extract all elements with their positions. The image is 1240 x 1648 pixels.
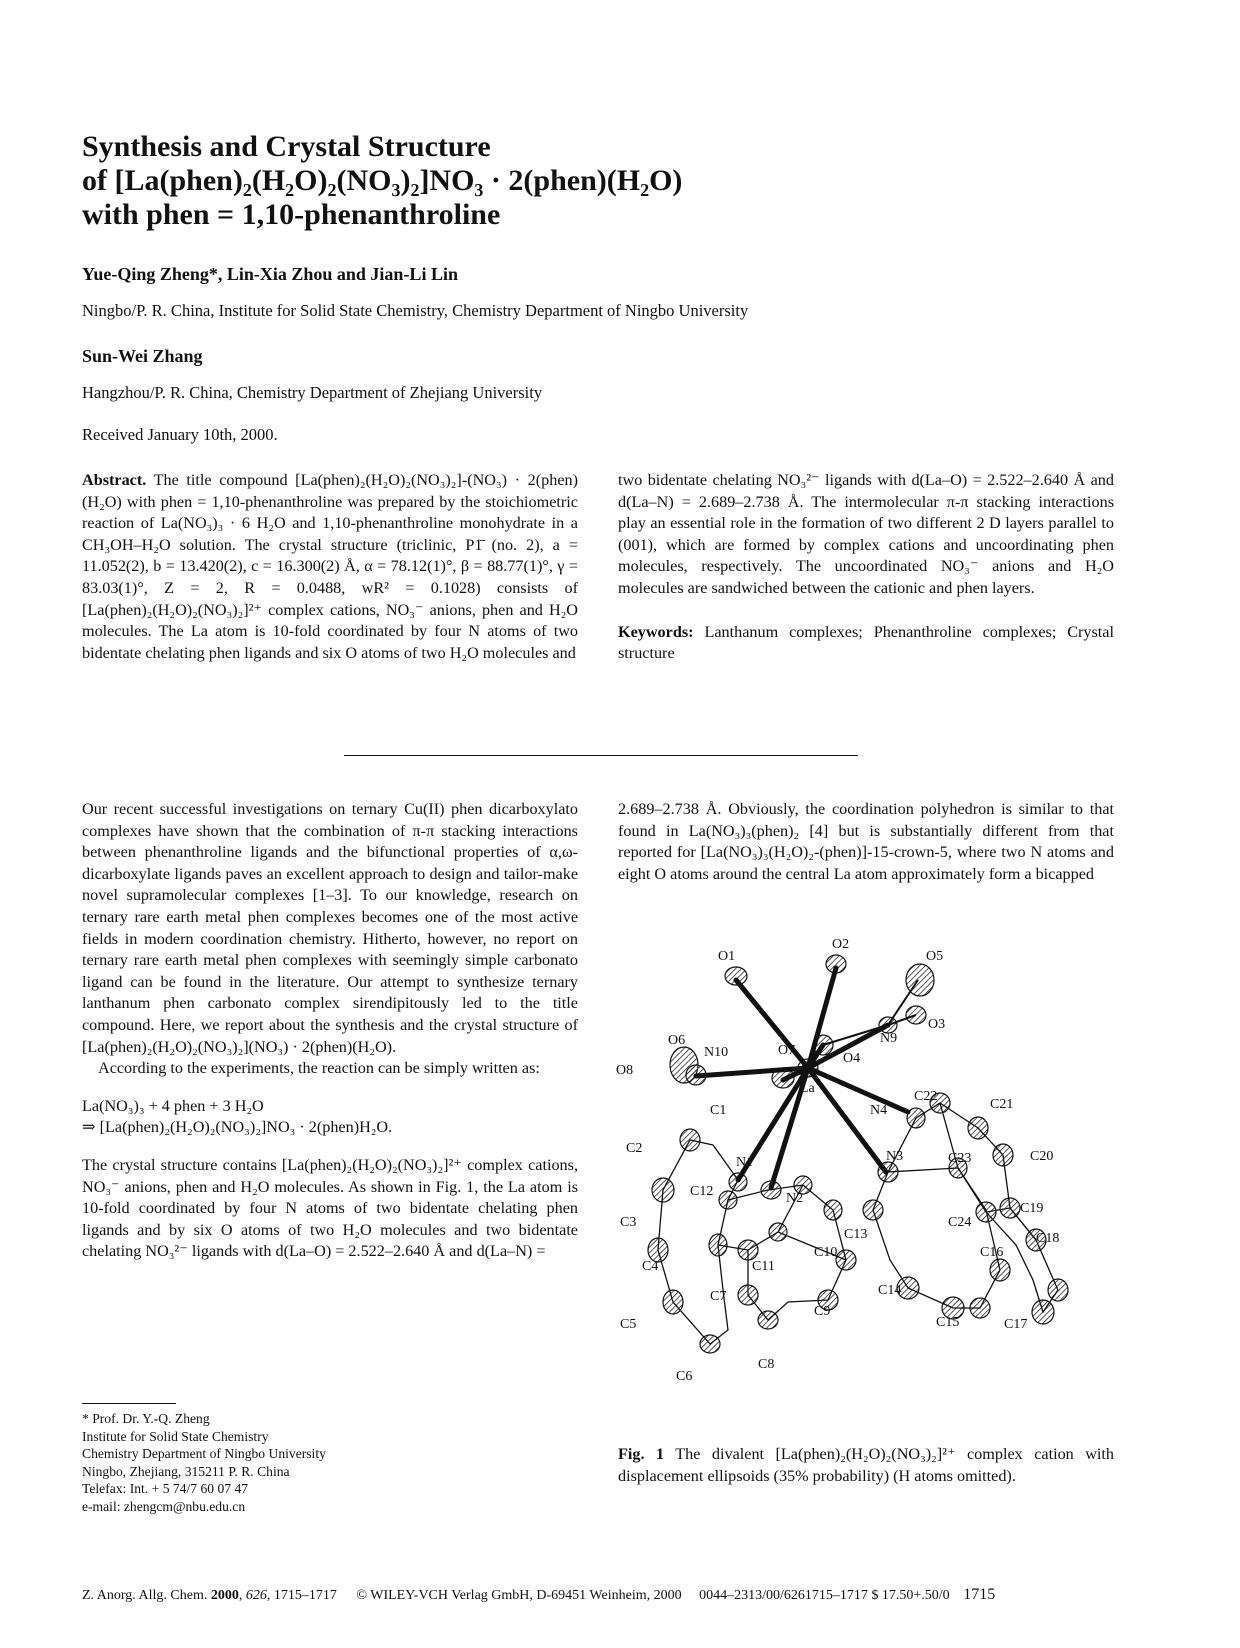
received-date: Received January 10th, 2000. xyxy=(82,425,278,444)
atom-label-c20: C20 xyxy=(1030,1149,1054,1164)
atom-label-c11: C11 xyxy=(752,1259,775,1274)
footer-year: 2000 xyxy=(210,1588,239,1603)
footer-volume: 626 xyxy=(245,1588,267,1603)
atom-label-c9: C9 xyxy=(814,1304,831,1319)
body-paragraph-1: Our recent successful investigations on ternary Cu(II) phen dicarboxylato complexes have shown that the combination of π-π stacking interactions between phenanthroline ligands and the bifunctional properties of α,ω-dicarboxylate ligands paves an excellent approach to design and tailor-make novel supramolecular complexes [1–3]. To our knowledge, research on ternary rare earth metal phen complexes becomes one of the most active fields in modern coordination chemistry. Hitherto, however, no report on ternary rare earth metal phen complexes with seemingly simple carbonato ligand can be found in the literature. Our attempt to synthesize ternary lanthanum phen carbonato complex sirendipitously led to the title compound. Here, we report about the synthesis and the crystal structure of [La(phen)₂(H₂O)₂(NO₃)₂](NO₃) · 2(phen)(H₂O). xyxy=(82,800,578,1056)
page-footer xyxy=(82,1586,995,1604)
footnote-line-6: e-mail: zhengcm@nbu.edu.cn xyxy=(82,1498,246,1514)
body-left xyxy=(82,799,578,1263)
atom-label-o1: O1 xyxy=(718,949,736,964)
atom-label-c10: C10 xyxy=(814,1245,838,1260)
atom-label-c24: C24 xyxy=(948,1215,972,1230)
abstract-left xyxy=(82,470,578,664)
atom-label-c2: C2 xyxy=(626,1141,643,1156)
abstract-text-2: two bidentate chelating NO₃²⁻ ligands with d(La–O) = 2.522–2.640 Å and d(La–N) = 2.689–2.738 Å. The intermolecular π-π stacking interactions play an essential role in the formation of two different 2 D layers parallel to (001), which are formed by complex cations and uncoordinating phen molecules, respectively. The uncoordinated NO₃⁻ anions and H₂O molecules are sandwiched between the cationic and phen layers. xyxy=(618,471,1114,597)
footnote-rule xyxy=(82,1403,176,1404)
la-coordination-bonds xyxy=(696,968,908,1188)
title-line-1: Synthesis and Crystal Structure xyxy=(82,130,491,163)
atom-label-c15: C15 xyxy=(936,1315,960,1330)
atom-label-c14: C14 xyxy=(878,1283,902,1298)
atom-label-c7: C7 xyxy=(710,1289,727,1304)
atom-label-o8: O8 xyxy=(616,1063,634,1078)
footnote xyxy=(82,1410,562,1515)
footer-publisher: © WILEY-VCH Verlag GmbH, D-69451 Weinheim, 2000 xyxy=(356,1588,682,1603)
atom-label-la: La xyxy=(800,1081,815,1096)
atom-label-c6: C6 xyxy=(676,1369,693,1384)
atom-label-n9: N9 xyxy=(880,1031,898,1046)
footnote-line-1: * Prof. Dr. Y.-Q. Zheng xyxy=(82,1411,210,1426)
atom-label-c12: C12 xyxy=(690,1184,714,1199)
atom-label-n3: N3 xyxy=(886,1149,904,1164)
author-group-2: Sun-Wei Zhang xyxy=(82,346,203,366)
abstract-text-1: The title compound [La(phen)₂(H₂O)₂(NO₃)₂]-(NO₃) · 2(phen)(H₂O) with phen = 1,10-phenanthroline was prepared by the stoichiometric reaction of La(NO₃)₃ · 6 H₂O and 1,10-phenanthroline monohydrate in a CH₃OH–H₂O solution. The crystal structure (triclinic, P1̄ (no. 2), a = 11.052(2), b = 13.420(2), c = 16.300(2) Å, α = 78.12(1)°, β = 88.77(1)°, γ = 83.03(1)°, Z = 2, R = 0.0488, wR² = 0.1028) consists of [La(phen)₂(H₂O)₂(NO₃)₂]²⁺ complex cations, NO₃⁻ anions, phen and H₂O molecules. The La atom is 10-fold coordinated by four N atoms of two bidentate chelating phen ligands and six O atoms of two H₂O molecules and xyxy=(82,471,578,662)
atom-label-o6: O6 xyxy=(668,1033,686,1048)
footer-page-number: 1715 xyxy=(963,1586,996,1603)
body-paragraph-2: According to the experiments, the reaction can be simply written as: xyxy=(98,1059,540,1078)
atom-label-c5: C5 xyxy=(620,1317,637,1332)
footer-issn: 0044–2313/00/6261715–1717 $ 17.50+.50/0 xyxy=(699,1588,950,1603)
footer-sep: , xyxy=(238,1588,246,1603)
title-line-2: of [La(phen)₂(H₂O)₂(NO₃)₂]NO₃ · 2(phen)(H₂O) xyxy=(82,164,683,197)
atom-label-c8: C8 xyxy=(758,1357,775,1372)
footer-pages: , 1715–1717 xyxy=(266,1588,337,1603)
atom-label-n10: N10 xyxy=(704,1045,729,1060)
atom-label-o7: O7 xyxy=(778,1043,796,1058)
atom-label-o2: O2 xyxy=(832,937,850,952)
figure-caption xyxy=(618,1444,1114,1487)
atom-label-c18: C18 xyxy=(1036,1231,1060,1246)
atom-label-n4: N4 xyxy=(870,1103,888,1118)
figure-caption-text: The divalent [La(phen)₂(H₂O)₂(NO₃)₂]²⁺ complex cation with displacement ellipsoids (35% probability) (H atoms omitted). xyxy=(618,1445,1114,1485)
atom-label-o4: O4 xyxy=(843,1051,861,1066)
molecular-structure-figure xyxy=(616,937,1118,1430)
paper-title xyxy=(82,130,982,232)
equation-line-1: La(NO₃)₃ + 4 phen + 3 H₂O xyxy=(82,1096,264,1115)
atom-label-n2: N2 xyxy=(786,1191,804,1206)
atom-label-c3: C3 xyxy=(620,1215,637,1230)
footnote-line-4: Ningbo, Zhejiang, 315211 P. R. China xyxy=(82,1463,290,1479)
body-paragraph-4: 2.689–2.738 Å. Obviously, the coordination polyhedron is similar to that found in La(NO₃)₃(phen)₂ [4] but is substantially different from that reported for [La(NO₃)₃(H₂O)₂-(phen)]-15-crown-5, where two N atoms and eight O atoms around the central La atom approximately form a bicapped xyxy=(618,800,1114,883)
atom-label-c13: C13 xyxy=(844,1227,868,1242)
affiliation-2: Hangzhou/P. R. China, Chemistry Department of Zhejiang University xyxy=(82,383,543,402)
atom-label-c16: C16 xyxy=(980,1245,1004,1260)
atom-label-o3: O3 xyxy=(928,1017,946,1032)
atom-label-c21: C21 xyxy=(990,1097,1014,1112)
keywords-text: Lanthanum complexes; Phenanthroline complexes; Crystal structure xyxy=(618,622,1114,663)
body-right xyxy=(618,799,1114,885)
footnote-line-2: Institute for Solid State Chemistry xyxy=(82,1428,269,1444)
atom-label-c22: C22 xyxy=(914,1089,938,1104)
body-paragraph-3: The crystal structure contains [La(phen)₂(H₂O)₂(NO₃)₂]²⁺ complex cations, NO₃⁻ anions, phen and H₂O molecules. As shown in Fig. 1, the La atom is 10-fold coordinated by four N atoms of two bidentate chelating phen ligands and by six O atoms of two H₂O molecules and two bidentate chelating NO₃²⁻ ligands with d(La–O) = 2.522–2.640 Å and d(La–N) = xyxy=(82,1155,578,1261)
footnote-line-3: Chemistry Department of Ningbo University xyxy=(82,1446,326,1461)
abstract-label: Abstract. xyxy=(82,471,147,489)
footnote-line-5: Telefax: Int. + 5 74/7 60 07 47 xyxy=(82,1481,249,1496)
atom-label-c19: C19 xyxy=(1020,1201,1044,1216)
section-divider xyxy=(344,755,858,756)
title-line-3: with phen = 1,10-phenanthroline xyxy=(82,198,501,231)
atom-label-n1: N1 xyxy=(736,1155,754,1170)
affiliation-1: Ningbo/P. R. China, Institute for Solid State Chemistry, Chemistry Department of Ningbo University xyxy=(82,301,749,320)
abstract-right xyxy=(618,470,1114,665)
footer-journal: Z. Anorg. Allg. Chem. xyxy=(82,1588,211,1603)
atom-label-c4: C4 xyxy=(642,1259,659,1274)
keywords-label: Keywords: xyxy=(618,622,694,641)
equation-line-2: ⇒ [La(phen)₂(H₂O)₂(NO₃)₂]NO₃ · 2(phen)H₂O. xyxy=(82,1118,393,1137)
atom-label-c17: C17 xyxy=(1004,1317,1028,1332)
atom-label-c1: C1 xyxy=(710,1103,727,1118)
figure-caption-label: Fig. 1 xyxy=(618,1445,665,1463)
author-group-1: Yue-Qing Zheng*, Lin-Xia Zhou and Jian-Li Lin xyxy=(82,264,458,284)
atom-label-c23: C23 xyxy=(948,1151,972,1166)
atom-label-o5: O5 xyxy=(926,949,944,964)
